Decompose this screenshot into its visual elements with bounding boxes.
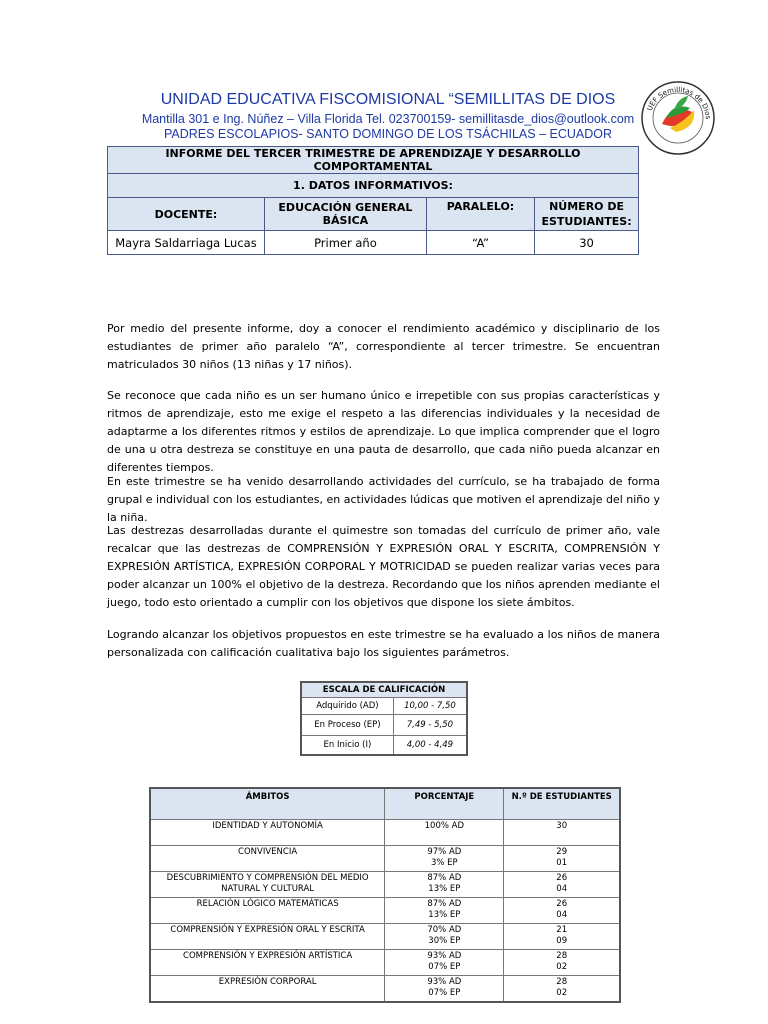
ambito-name [150, 846, 385, 872]
header-estudiantes: N.º DE ESTUDIANTES [504, 788, 620, 820]
ambito-percentage-line: 07% EP [428, 962, 461, 972]
ambito-count [504, 898, 620, 924]
ambito-percentage-line: 93% AD [427, 951, 462, 961]
scale-range: 10,00 - 7,50 [393, 698, 467, 715]
scale-row [301, 698, 467, 715]
value-paralelo: “A” [426, 231, 534, 255]
header-numero: NÚMERO DE ESTUDIANTES: [535, 198, 639, 231]
ambito-percentage-line: 3% EP [430, 858, 458, 868]
ambito-name [150, 872, 385, 898]
header-docente: DOCENTE: [108, 198, 265, 231]
header-porcentaje: PORCENTAJE [385, 788, 504, 820]
header-ambitos: ÁMBITOS [150, 788, 385, 820]
paragraph-1: Por medio del presente informe, doy a conocer el rendimiento académico y disciplinario de los estudiantes de primer año paralelo “A”, correspondiente al tercer trimestre. Se encuentran matriculados 30 niños (13 niñas y 17 niños). [107, 322, 660, 371]
scale-row [301, 715, 467, 736]
ambito-name-line: RELACIÓN LÓGICO MATEMÁTICAS [196, 899, 339, 909]
ambito-count-line: 02 [556, 988, 568, 998]
scale-range: 4,00 - 4,49 [393, 736, 467, 756]
value-egb: Primer año [264, 231, 426, 255]
ambito-count [504, 872, 620, 898]
ambito-row [150, 846, 620, 872]
ambitos-table [149, 787, 621, 1003]
ambito-row [150, 950, 620, 976]
info-table [107, 146, 639, 255]
ambito-count [504, 820, 620, 846]
paragraph-3: En este trimestre se ha venido desarrollando actividades del currículo, se ha trabajado de forma grupal e individual con los estudiantes, en actividades lúdicas que motiven el aprendizaje del niño y la niña. [107, 475, 660, 524]
ambito-name-line: CONVIVENCIA [238, 847, 298, 857]
scale-range: 7,49 - 5,50 [393, 715, 467, 736]
ambito-count [504, 976, 620, 1002]
ambito-name [150, 950, 385, 976]
ambito-count-line: 26 [556, 899, 568, 909]
ambito-name-line: EXPRESIÓN CORPORAL [218, 977, 317, 987]
scale-row [301, 736, 467, 756]
ambito-count-line: 09 [556, 936, 568, 946]
header-egb: EDUCACIÓN GENERAL BÁSICA [264, 198, 426, 231]
ambito-percentage [385, 872, 504, 898]
paragraph-5: Logrando alcanzar los objetivos propuestos en este trimestre se ha evaluado a los niños de manera personalizada con calificación cualitativa bajo los siguientes parámetros. [107, 628, 660, 659]
ambito-count-line: 01 [556, 858, 568, 868]
header-paralelo: PARALELO: [426, 198, 534, 231]
ambito-count-line: 26 [556, 873, 568, 883]
section-title: 1. DATOS INFORMATIVOS: [108, 174, 639, 198]
school-logo [640, 80, 716, 156]
ambito-percentage-line: 70% AD [427, 925, 462, 935]
ambito-percentage-line: 87% AD [427, 873, 462, 883]
paragraph-4: Las destrezas desarrolladas durante el quimestre son tomadas del currículo de primer año, vale recalcar que las destrezas de COMPRENSIÓN Y EXPRESIÓN ORAL Y ESCRITA, COMPRENSIÓN Y EXPRESIÓN ARTÍSTICA, EXPRESIÓN CORPORAL Y MOTRICIDAD se pueden realizar varias veces para poder alcanzar un 100% el objetivo de la destreza. Recordando que los niños aprenden mediante el juego, todo esto orientado a cumplir con los objetivos que dispone los siete ámbitos. [107, 524, 660, 609]
ambito-percentage-line: 13% EP [428, 884, 461, 894]
ambito-count [504, 846, 620, 872]
value-numero: 30 [535, 231, 639, 255]
ambito-name-line: IDENTIDAD Y AUTONOMÍA [212, 821, 323, 831]
ambito-name-line: NATURAL Y CULTURAL [221, 884, 315, 894]
ambito-percentage-line: 30% EP [428, 936, 461, 946]
school-order: PADRES ESCOLAPIOS- SANTO DOMINGO DE LOS TSÁCHILAS – ECUADOR [163, 127, 613, 141]
ambito-name [150, 924, 385, 950]
ambito-count-line: 21 [556, 925, 568, 935]
value-docente: Mayra Saldarriaga Lucas [108, 231, 265, 255]
ambito-count-line: 28 [556, 977, 568, 987]
ambito-count [504, 924, 620, 950]
school-name: UNIDAD EDUCATIVA FISCOMISIONAL “SEMILLITAS DE DIOS [160, 91, 616, 108]
ambito-name-line: COMPRENSIÓN Y EXPRESIÓN ORAL Y ESCRITA [170, 925, 365, 935]
school-address: Mantilla 301 e Ing. Núñez – Villa Florida Tel. 023700159- semillitasde_dios@outlook.com [141, 112, 635, 126]
ambito-percentage-line: 87% AD [427, 899, 462, 909]
scale-label: En Inicio (I) [301, 736, 393, 756]
ambito-row [150, 898, 620, 924]
ambito-name-line: DESCUBRIMIENTO Y COMPRENSIÓN DEL MEDIO [166, 873, 369, 883]
ambito-percentage-line: 97% AD [427, 847, 462, 857]
ambito-name [150, 898, 385, 924]
ambito-name [150, 976, 385, 1002]
ambito-name-line: COMPRENSIÓN Y EXPRESIÓN ARTÍSTICA [183, 951, 353, 961]
ambito-percentage [385, 950, 504, 976]
ambito-name [150, 820, 385, 846]
ambito-count-line: 30 [556, 821, 568, 831]
ambito-percentage [385, 976, 504, 1002]
report-title: INFORME DEL TERCER TRIMESTRE DE APRENDIZAJE Y DESARROLLO COMPORTAMENTAL [108, 147, 639, 174]
ambito-percentage-line: 93% AD [427, 977, 462, 987]
ambito-row [150, 872, 620, 898]
ambito-row [150, 976, 620, 1002]
scale-title: ESCALA DE CALIFICACIÓN [301, 682, 467, 698]
ambito-percentage-line: 07% EP [428, 988, 461, 998]
ambito-percentage [385, 898, 504, 924]
ambito-count-line: 04 [556, 910, 568, 920]
scale-label: En Proceso (EP) [301, 715, 393, 736]
scale-label: Adquirido (AD) [301, 698, 393, 715]
ambito-count-line: 02 [556, 962, 568, 972]
ambito-count-line: 28 [556, 951, 568, 961]
ambito-percentage [385, 924, 504, 950]
ambito-count [504, 950, 620, 976]
ambito-row [150, 820, 620, 846]
paragraph-2: Se reconoce que cada niño es un ser humano único e irrepetible con sus propias características y ritmos de aprendizaje, esto me exige el respeto a las diferencias individuales y la necesidad de adaptarme a los diferentes ritmos y estilos de aprendizaje. Lo que implica comprender que el logro de una u otra destreza se constituye en una pauta de desarrollo, que cada niño pueda alcanzar en diferentes tiempos. [107, 389, 660, 474]
ambito-percentage [385, 820, 504, 846]
ambito-percentage [385, 846, 504, 872]
svg-text:UEF Semillitas de Dios: UEF Semillitas de Dios [645, 85, 713, 120]
ambito-count-line: 29 [556, 847, 568, 857]
grading-scale-table [300, 681, 468, 756]
ambito-row [150, 924, 620, 950]
ambito-percentage-line: 100% AD [424, 821, 465, 831]
ambito-count-line: 04 [556, 884, 568, 894]
ambito-percentage-line: 13% EP [428, 910, 461, 920]
